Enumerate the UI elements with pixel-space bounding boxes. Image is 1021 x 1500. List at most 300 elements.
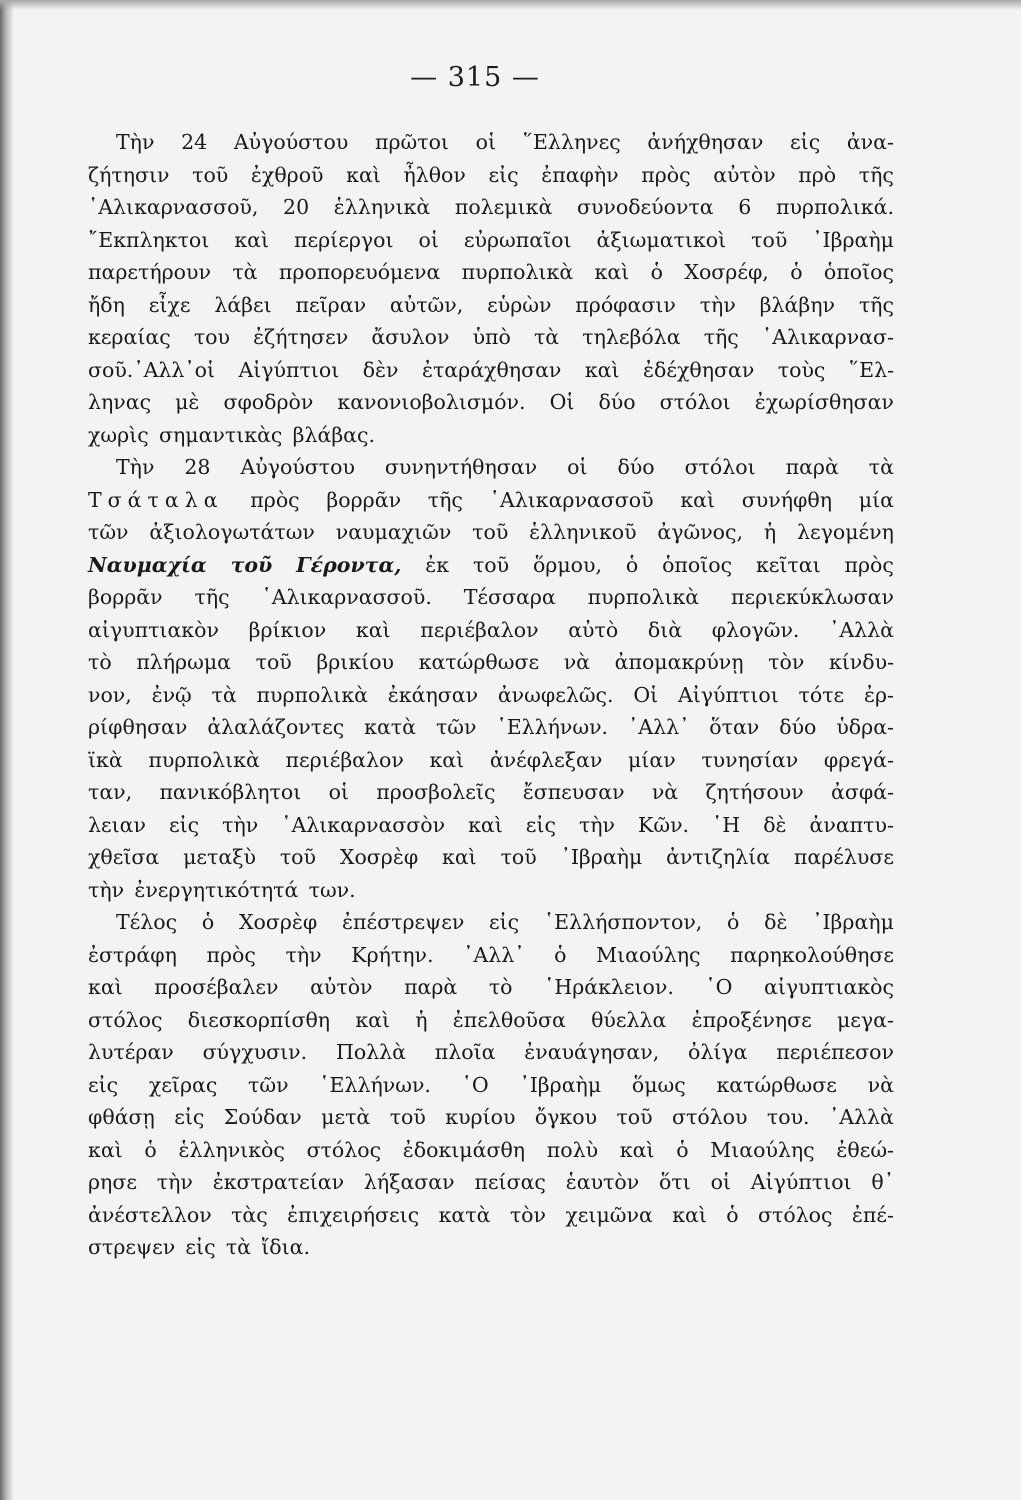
word: ἀναπτυ- [809, 812, 894, 837]
word: ῾Ελλήνων. [496, 715, 609, 739]
word: λάβει [214, 292, 272, 317]
word: πολὺ [546, 1137, 599, 1162]
word: πανικόβλητοι [159, 780, 302, 804]
word: τοῦ [255, 650, 292, 674]
word: φρεγά- [823, 747, 894, 772]
word: τὰ [225, 1235, 251, 1259]
word: ἐκ [425, 552, 450, 577]
word: τοῦ [192, 162, 229, 187]
word: ὁ [790, 260, 803, 284]
word: ἐκστρατείαν [212, 1170, 345, 1194]
word: εἰς [489, 910, 520, 934]
word: ῾Η [712, 812, 741, 837]
word: πρὸς [844, 552, 894, 577]
word: στόλος [758, 1202, 833, 1227]
word: ἐπέστρεψεν [342, 910, 465, 934]
word: ὅρμου, [532, 552, 602, 577]
word: Κρήτην. [351, 942, 434, 967]
word: ἐστράφη [88, 942, 177, 967]
word: ἡ [763, 520, 777, 544]
word: δύο [598, 390, 636, 414]
word: 6 [738, 195, 752, 219]
word: ὁ [676, 1137, 689, 1162]
text-line [88, 451, 894, 484]
word: ἑλληνικὰ [333, 195, 431, 219]
word: ὁ [726, 1202, 739, 1227]
word: τὴν [222, 812, 259, 837]
word: παρέλυσε [793, 845, 894, 869]
word: ῾Ο [705, 975, 733, 999]
word: συνήφθη [741, 487, 832, 512]
word: ῎Εκπληκτοι [88, 227, 210, 252]
text-line [88, 906, 894, 939]
word: καὶ [442, 845, 477, 869]
word: τοῦ [751, 227, 788, 252]
word: ῾Αλικαρνασσοῦ. [261, 585, 432, 609]
word: ᾿Αλλ᾿ [463, 942, 525, 967]
page-number: — 315 — [410, 62, 540, 93]
word: ὑπὸ [472, 325, 511, 349]
word: ᾿Ιβραὴμ [812, 910, 894, 934]
text-line [88, 614, 894, 647]
word: Τὴν [116, 455, 155, 479]
word: Ναυμαχία [88, 552, 207, 577]
word: Αἰγύπτιοι [750, 1170, 852, 1194]
word: ᾿Ιβραὴμ [560, 845, 643, 869]
word: παρηκολούθησε [730, 942, 894, 967]
text-line [88, 1134, 894, 1167]
word: τὴν [88, 877, 125, 902]
word: ὁποῖος [823, 260, 894, 284]
word: προσέβαλεν [154, 975, 279, 999]
word: ἤδη [88, 292, 125, 317]
word: ἑλληνικὸς [178, 1137, 285, 1162]
word: ᾿Ιβραὴμ [519, 1072, 602, 1097]
word: τότε [798, 682, 845, 707]
text-line [88, 516, 894, 549]
word: ἀσφά- [831, 780, 894, 804]
word: πυρπολικὰ [461, 260, 574, 284]
word: τὸ [88, 650, 112, 674]
word: τῆς [703, 325, 739, 349]
word: οἱ [328, 780, 349, 804]
text-line [88, 1101, 894, 1134]
text-line [88, 191, 894, 224]
word: ᾿Αλλ᾿ [628, 715, 690, 739]
word: τὸν [768, 650, 805, 674]
word: θύελλα [591, 1007, 667, 1032]
word: ὑδρα- [836, 715, 894, 739]
word: σύγχυσιν. [202, 1040, 308, 1064]
word: Τσάταλα [88, 487, 224, 512]
word: εἰς [168, 812, 200, 837]
text-line [88, 321, 894, 354]
word: ἀγῶνος, [657, 520, 744, 544]
word: εὐρωπαῖοι [463, 227, 572, 252]
binding-edge-shadow [0, 0, 14, 1500]
word: στόλοι [684, 455, 756, 479]
word: ἑλληνικοῦ [529, 520, 637, 544]
word: πρὸ [798, 162, 837, 187]
word: μία [858, 487, 894, 512]
word: λειαν [88, 812, 146, 837]
word: ταν, [88, 780, 133, 804]
word: ἐχωρίσθησαν [754, 390, 894, 414]
word: εἰς [174, 1105, 205, 1129]
word: παρετήρουν [88, 260, 211, 284]
word: βλάβας. [292, 422, 376, 447]
text-line [88, 841, 894, 874]
word: ῾Αλικαρνασσὸν [281, 812, 446, 837]
word: Αὐγούστου [233, 130, 349, 154]
word: πεῖραν [295, 292, 367, 317]
word: ῾Ηράκλειον. [544, 975, 674, 999]
word: μὲ [175, 390, 200, 414]
word: καὶ [346, 162, 381, 187]
word: ἀνωφελῶς. [497, 682, 614, 707]
word: Μιαούλης [596, 942, 701, 967]
word: ἐρ- [863, 682, 894, 707]
word: καὶ [88, 1137, 123, 1162]
text-line [88, 1069, 894, 1102]
word: ῾Αλικαρνασ- [761, 325, 894, 349]
text-line [88, 776, 894, 809]
word: Τὴν [116, 130, 155, 154]
word: ἀλαλάζοντες [207, 715, 345, 739]
top-edge-shadow [0, 0, 1021, 10]
word: ἀξιωματικοὶ [596, 227, 727, 252]
word: πλοῖα [434, 1040, 496, 1064]
word: τυνησίαν [701, 747, 799, 772]
word: νον, [88, 682, 132, 707]
word: ῞Ελληνες [522, 130, 621, 154]
text-line [88, 1231, 894, 1264]
word: ἐπροξένησε [691, 1007, 812, 1032]
word: καὶ [584, 357, 620, 382]
text-line [88, 1199, 894, 1232]
word: τὰ [868, 455, 894, 479]
word: πρὸς [641, 162, 691, 187]
word: διεσκορπίσθη [187, 1007, 331, 1032]
word: ἡ [415, 1007, 428, 1032]
word: τοῦ [279, 845, 316, 869]
word: εἰς [488, 162, 519, 187]
word: φθάσῃ [88, 1105, 155, 1129]
word: ὁ [625, 552, 639, 577]
word: τοῦ [230, 552, 273, 577]
word: ἀπομακρύνῃ [614, 650, 744, 674]
text-line [88, 874, 894, 907]
word: πυρπολικὰ [148, 747, 260, 772]
word: Κῶν. [638, 812, 690, 837]
word: κεῖται [755, 552, 821, 577]
word: τὰ [232, 260, 258, 284]
word: 20 [283, 195, 310, 219]
word: ἐταράχθησαν [421, 357, 562, 382]
text-line [88, 971, 894, 1004]
word: ὀλίγα [688, 1040, 748, 1064]
word: τὸ [488, 975, 513, 999]
word: κατώρθωσε [716, 1072, 837, 1097]
word: παρὰ [785, 455, 839, 479]
word: λήξασαν [363, 1170, 455, 1194]
word: ἐθεώ- [836, 1137, 894, 1162]
word: περιεκύκλωσαν [731, 585, 894, 609]
word: βλάβην [759, 292, 835, 317]
text-line [88, 224, 894, 257]
word: τὴν [285, 942, 322, 967]
word: ὁ [144, 1137, 157, 1162]
word: παρὰ [404, 975, 458, 999]
word: ἀνέστελλον [88, 1202, 212, 1227]
word: καὶ [594, 260, 630, 284]
word: Τέλος [116, 910, 178, 934]
word: πρῶτοι [375, 130, 449, 154]
word: χωρὶς [88, 422, 149, 447]
word: τῆς [427, 487, 463, 512]
word: κίνδυ- [828, 650, 894, 674]
word: τὰς [231, 1202, 268, 1227]
word: στόλος [88, 1007, 163, 1032]
word: ὁ [650, 260, 663, 284]
word: αὐτὸν [713, 162, 776, 187]
word: ὅτι [659, 1170, 691, 1194]
text-line [88, 1036, 894, 1069]
word: ἐχθροῦ [250, 162, 324, 187]
word: ἐναυάγησαν, [524, 1040, 660, 1064]
word: εἰς [185, 1235, 216, 1259]
word: ἀξιολογωτάτων [149, 520, 315, 544]
word: πλήρωμα [136, 650, 231, 674]
word: καὶ [680, 487, 716, 512]
word: σοῦ.᾿Αλλ᾿οἱ [88, 357, 215, 382]
word: ἐπελθοῦσα [452, 1007, 566, 1032]
word: ὄγκου [534, 1105, 598, 1129]
word: ῾Αλικαρνασσοῦ [489, 487, 654, 512]
word: στρεψεν [88, 1235, 176, 1259]
word: ληνας [88, 390, 152, 414]
word: ὁ [201, 910, 215, 934]
text-line [88, 126, 894, 159]
word: Σούδαν [223, 1105, 302, 1129]
text-line [88, 581, 894, 614]
word: κανονιοβολισμόν. [337, 390, 526, 414]
word: κεραίας [88, 325, 171, 349]
word: μίαν [627, 747, 676, 772]
word: βρικίου [316, 650, 395, 674]
text-line [88, 939, 894, 972]
word: τοῦ [389, 1105, 426, 1129]
word: λυτέραν [88, 1040, 174, 1064]
word: ἀντιζηλία [666, 845, 771, 869]
word: δὲν [362, 357, 399, 382]
word: του. [766, 1105, 810, 1129]
word: ἄσυλον [371, 325, 450, 349]
word: θ᾿ [871, 1170, 894, 1194]
text-line [88, 256, 894, 289]
word: ναυμαχιῶν [335, 520, 452, 544]
word: μεγα- [836, 1007, 894, 1032]
word: ἔσπευσαν [522, 780, 625, 804]
word: των. [308, 877, 356, 902]
word: στόλοι [659, 390, 731, 414]
word: Αἰγύπτιοι [677, 682, 779, 707]
word: οἱ [710, 1170, 731, 1194]
word: χεῖρας [148, 1072, 218, 1097]
word: χθεῖσα [88, 845, 160, 869]
word: ἐζήτησεν [253, 325, 349, 349]
word: 28 [184, 455, 211, 479]
word: καὶ [88, 975, 123, 999]
word: προπορευόμενα [278, 260, 441, 284]
word: στόλος [306, 1137, 382, 1162]
word: πυρπολικὰ [256, 682, 369, 707]
word: ῾Αλικαρνασσοῦ, [88, 195, 259, 219]
word: ἐδέχθησαν [643, 357, 755, 382]
word: τοῦ [500, 845, 537, 869]
word: τηλεβόλα [582, 325, 681, 349]
word: καὶ [429, 747, 465, 772]
word: αἰγυπτιακὸς [764, 975, 894, 999]
word: ᾿Ιβραὴμ [812, 227, 894, 252]
word: ὁ [727, 910, 740, 934]
word: Αἰγύπτιοι [238, 357, 340, 382]
word: ἐπιχειρήσεις [287, 1202, 420, 1227]
word: κατὰ [364, 715, 416, 739]
word: ὅταν [709, 715, 760, 739]
word: τῆς [858, 292, 894, 317]
word: καὶ [355, 617, 391, 642]
text-line [88, 484, 894, 517]
word: ῞Ελ- [848, 357, 894, 382]
text-line [88, 809, 894, 842]
word: περιέβαλον [420, 617, 539, 642]
word: πρὸς [206, 942, 256, 967]
word: τὰ [211, 682, 237, 707]
word: νὰ [867, 1072, 894, 1097]
text-line [88, 354, 894, 387]
word: ᾿Αλλὰ [829, 617, 894, 642]
text-line [88, 419, 894, 452]
word: του [193, 325, 230, 349]
word: Μιαούλης [710, 1137, 815, 1162]
text-line [88, 1166, 894, 1199]
word: δύο [779, 715, 817, 739]
word: στόλου [672, 1105, 748, 1129]
word: ὅμως [631, 1072, 686, 1097]
word: 24 [181, 130, 208, 154]
word: φλογῶν. [711, 617, 800, 642]
word: ἐκάησαν [387, 682, 479, 707]
word: τοῦ [616, 1105, 653, 1129]
word: δὲ [764, 910, 788, 934]
word: ἀνα- [846, 130, 894, 154]
word: τοῦ [472, 520, 509, 544]
word: ἀνέφλεξαν [489, 747, 603, 772]
word: εἰς [88, 1072, 119, 1097]
word: ἀνήχθησαν [647, 130, 764, 154]
text-line [88, 744, 894, 777]
word: δὲ [763, 812, 787, 837]
word: περιέπεσον [776, 1040, 894, 1064]
word: τῆς [194, 585, 230, 609]
word: Χοσρέφ, [684, 260, 769, 284]
word: μεταξὺ [183, 845, 256, 869]
word: τὴν [699, 292, 736, 317]
word: ρίφθησαν [88, 715, 188, 739]
word: ἐπαφὴν [541, 162, 619, 187]
word: ῾Ελλήσποντον, [543, 910, 703, 934]
body-text [88, 126, 894, 1264]
word: λεγομένη [797, 520, 894, 544]
word: ἑαυτὸν [565, 1170, 640, 1194]
word: τὸν [509, 1202, 546, 1227]
word: εἰς [525, 812, 556, 837]
word: ρησε [88, 1170, 137, 1194]
word: τῶν [88, 520, 129, 544]
word: ᾿Αλλὰ [828, 1105, 894, 1129]
word: καὶ [355, 1007, 391, 1032]
word: Τέσσαρα [463, 585, 556, 609]
word: τῶν [248, 1072, 289, 1097]
word: ῾Ο [461, 1072, 489, 1097]
word: Χοσρὲφ [238, 910, 318, 934]
word: εὑρὼν [487, 292, 552, 317]
word: Αὐγούστου [240, 455, 355, 479]
word: ἴδια. [261, 1235, 311, 1259]
word: οἱ [418, 227, 439, 252]
word: αὐτὸ [568, 617, 619, 642]
text-line [88, 159, 894, 192]
word: εἶχε [148, 292, 191, 317]
word: Οἱ [549, 390, 575, 414]
word: αἰγυπτιακὸν [88, 617, 219, 642]
word: αὐτὸν [310, 975, 373, 999]
word: πυρπολικὰ [587, 585, 700, 609]
word: σφοδρὸν [223, 390, 314, 414]
word: ἐδοκιμάσθη [402, 1137, 526, 1162]
word: Οἱ [633, 682, 659, 707]
word: κατὰ [438, 1202, 491, 1227]
word: τῶν [435, 715, 477, 739]
word: καὶ [619, 1137, 655, 1162]
word: μετὰ [321, 1105, 371, 1129]
text-line [88, 289, 894, 322]
word: διὰ [647, 617, 683, 642]
word: νὰ [651, 780, 679, 804]
text-line [88, 549, 894, 582]
word: Χοσρὲφ [339, 845, 419, 869]
word: πρόφασιν [575, 292, 676, 317]
word: πρὸς [250, 487, 300, 512]
word: ἦλθον [403, 162, 466, 187]
text-line [88, 711, 894, 744]
text-line [88, 646, 894, 679]
word: τῆς [858, 162, 894, 187]
text-line [88, 1004, 894, 1037]
word: δύο [617, 455, 655, 479]
word: σημαντικὰς [158, 422, 283, 447]
text-line [88, 386, 894, 419]
word: νὰ [563, 650, 591, 674]
word: ἐνεργητικότητά [134, 877, 299, 902]
word: τὴν [156, 1170, 193, 1194]
word: βορρᾶν [326, 487, 402, 512]
word: τὰ [533, 325, 560, 349]
word: καὶ [234, 227, 270, 252]
word: βορρᾶν [88, 585, 163, 609]
word: προσβολεῖς [376, 780, 496, 804]
